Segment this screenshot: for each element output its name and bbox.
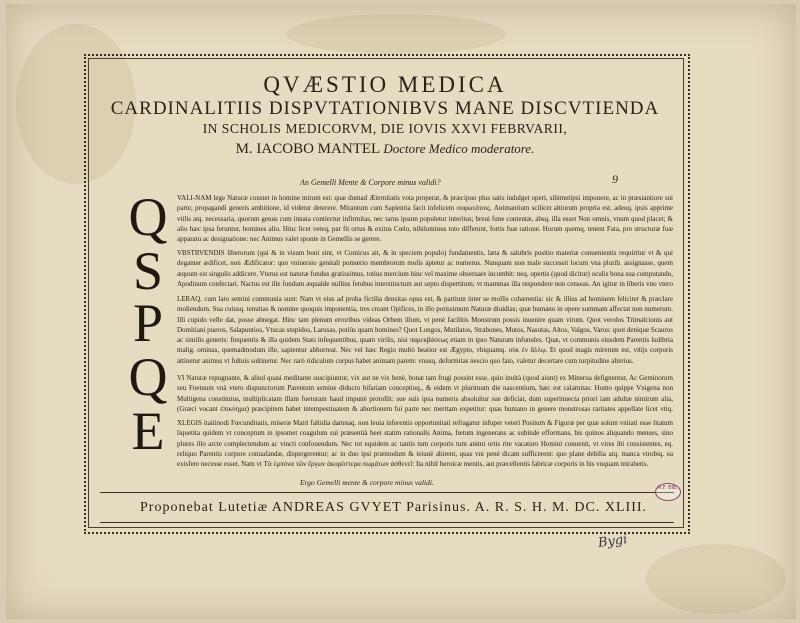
initial-letter: S: [132, 241, 164, 301]
moderator-name: M. IACOBO MANTEL: [235, 141, 380, 157]
initial-letter: Q: [128, 187, 168, 247]
rule-top: [100, 492, 674, 493]
moderator-role: Doctore Medico moderatore.: [383, 141, 535, 156]
page-number: 9: [612, 172, 618, 186]
title-line-3: IN SCHOLIS MEDICORVM, DIE IOVIS XXVI FEBRVARII,: [202, 121, 568, 136]
thesis-header: [100, 72, 670, 160]
question-text: An Gemelli Mente & Corpore minus validi?: [300, 178, 441, 187]
rule-bottom: [100, 522, 674, 523]
moderator-line: [100, 138, 670, 160]
paragraph-2: VBSTRVENDIS liberorum (qui & in visum boni sint, vt Comicus ait, & in speciem populo) fundamentis, læta & salubris positio materiæ conuenientis requiritur vt & qui deganter ædificet, non Ædificator: quo vniuersio genitali pomœrio membrorum molis aptetur ac numerus. Nunquam non male successit locum vna plurib. assignasse, quem æquum est singulis addicere. Vterus est naturæ fundus gratissimus, totius mercium hinc vel maxime obseruare incumbit: neq. opertis (quod dicitur) oculis bona sua computando, Apodinum confectari. Nactus est ille fundum æqualde nullius fetubus interstinctum aut septo dispertitum; vt mammas illa respondere non censeas. An igitur in liberis vno vtero: [177, 249, 673, 288]
conclusion-text: Ergo Gemelli mente & corpore minus validi.: [300, 478, 434, 487]
initial-letter: Q: [128, 347, 168, 407]
paragraph-5: XLEGIS itaiiinodi Fœcunditatis, miseræ Matri faltidia damnaq. non leuia inferentis opportunitati refragatur infuper veteri Positum & Figuræ per quæ solum vnitati esse litatum liquetita quidem vt conceptum in ipsomet coagulum sui præsentià beet statim rationalis Anima, fœtum ingenerans ac subinde efformans, bis quinos aliquando menses, sino plures illo arcte complectendum ac vincti confouendum. Nec tot equidem ac tantis tum corporis tum animi ortis rite vacaturo Homini conuenit, vt vires ibi consistentes, eq. reliquo Parentis corpore conuafandæ, dispergerentur; ac in duo ipsi præmodum & ieiunè abirent, quas vni penè dicam sufficerent: quo plane debilia atq. manca vtrobiq. ea exisfere necesse esset. Nam vt Τὰ ἐμπόνα τῶν ἔργων ἀκορέστερα σωμάτων ἀσθενεῖ: Ita nihil heroicæ mentis, aut præcellentis fabricæ corporis in his vnquam mirabetis.: [177, 419, 673, 469]
paragraph-4: VI Naturæ repugnante, & aliud quasi meditante suscipiuntur, vix aut ne vix benè, bonæ tam frugi possint esse, quin inuità (quod aiunt) ex Minerua defignentur, Ac Geminorum seu Foetuum vnà vtero dispunctorum Parentum semine diducto bifariam conceptioq., & eidem vt plurimum die nascentium, hæc est calamitas: Homo quippe Vnigena non Multigena constitutus, multiplicatam illam foeturam haud impunè protollit: sue suis ipsa numeris absoluitur sue deficiat, dum superinnecta priori iam adultæ nimirum alia, (Græci vocant ἐπικύημα) præcipitem habet intempestiuatem & abortionem fui parte nec meritam expetitur: quas humano in genere monstrosas raritates appellate licet vtiq.: [177, 374, 673, 413]
paragraph-3: LERAQ. cum lato semini communia sunt: Nam vt eius ad proba fictilia densitas opus est, & partium inter se mollis cohærentia: sic & illius ad hominem feliciter & præclare moliendum. Sua cuiusq. tenuitas & nomine quoquis imponentia, tres creant Opifices, in illo potissimum Naturæ diuidias; quæ humano in opere summam affectat non numerum. Illi cupido velle dat, posse abnegat. Hinc tam plenum erroribus videas Orbem illum, vt penè facilitis Monstrum possis inuenire quam virum. Quot verolos Trimalcionis aut Domitiani pueros, Salapuntios, Vtucas stupidos, Larusas, potiùs quam homines? Quot Longos, Mutilatos, Strabones, Mutos, Nasutas, Altos, Valgos, Varos: quot denique Scauros ac similis generis: frequenris & illa quidem Stats infequentibus, quam virilis, nisi παρεκβάσεως etiam in ipso Naturam infunules. Quæ, vt communis eiusdem Parentis ludibria malig. ominas, quemadmodum ille, sapientur abhorreat. Nec vel hæc Regio multò beatior est Ægypto, vbiquamq. οὐκ ἐν ἄλλῳ. Et quod magis mirerum est, vitijs corporis attinetur animus vt fultuis sultinetur. Nec rarò ridiculum corpus habet animam parem: vnusq. deformitas nescio quo fato, valetur decertare cum turpitudine alterius.: [177, 295, 673, 365]
paragraph-1: VALI-NAM lege Naturæ constet in homine mirum est: quæ dumad Æternitatis vota properat, & præcipuo plus satis indulget operi, sibimetipsi imponere, ac in præstantiore sui parte, propagandi generis ambitione, id videtur deterere. Mirantum cum Sapientia facit infelicem σοφωτάτοις. Animantium scilicet altiorum propria est, adeoq. ipsis apprime vtilis atq. necessaria, quorum genus cum innata contiectur infirmitas, nec tarus ipsum populetur interitus; breui fune contentæ, absq. illa esset Non omnis, vnum quod placet; & alio hæc ipsa feruntur, homines alio. Hinc licet veteq, par fit ortus & exitus Cœlo, nihilominus toto differunt, fortis fuæ ratione. Horum quemq. tenent Fata, pro structuræ fuæ apparatu ac designatione: nec Animus valet sponte in Gemellis se gerere.: [177, 194, 673, 244]
initial-letter: P: [132, 293, 164, 353]
title-line-1: QVÆSTIO MEDICA: [263, 72, 507, 97]
proponebat-line: Proponebat Lutetiæ ANDREAS GVYET Parisinus. A. R. S. H. M. DC. XLIII.: [140, 500, 648, 515]
library-stamp: R.F. BIB.: [655, 483, 681, 501]
handwritten-signature: Bygi: [597, 532, 629, 551]
paper-stain: [646, 544, 786, 614]
title-line-2: CARDINALITIIS DISPVTATIONIBVS MANE DISCVTIENDA: [110, 98, 660, 119]
initial-letter: E: [131, 401, 165, 461]
paper-stain: [286, 14, 506, 54]
